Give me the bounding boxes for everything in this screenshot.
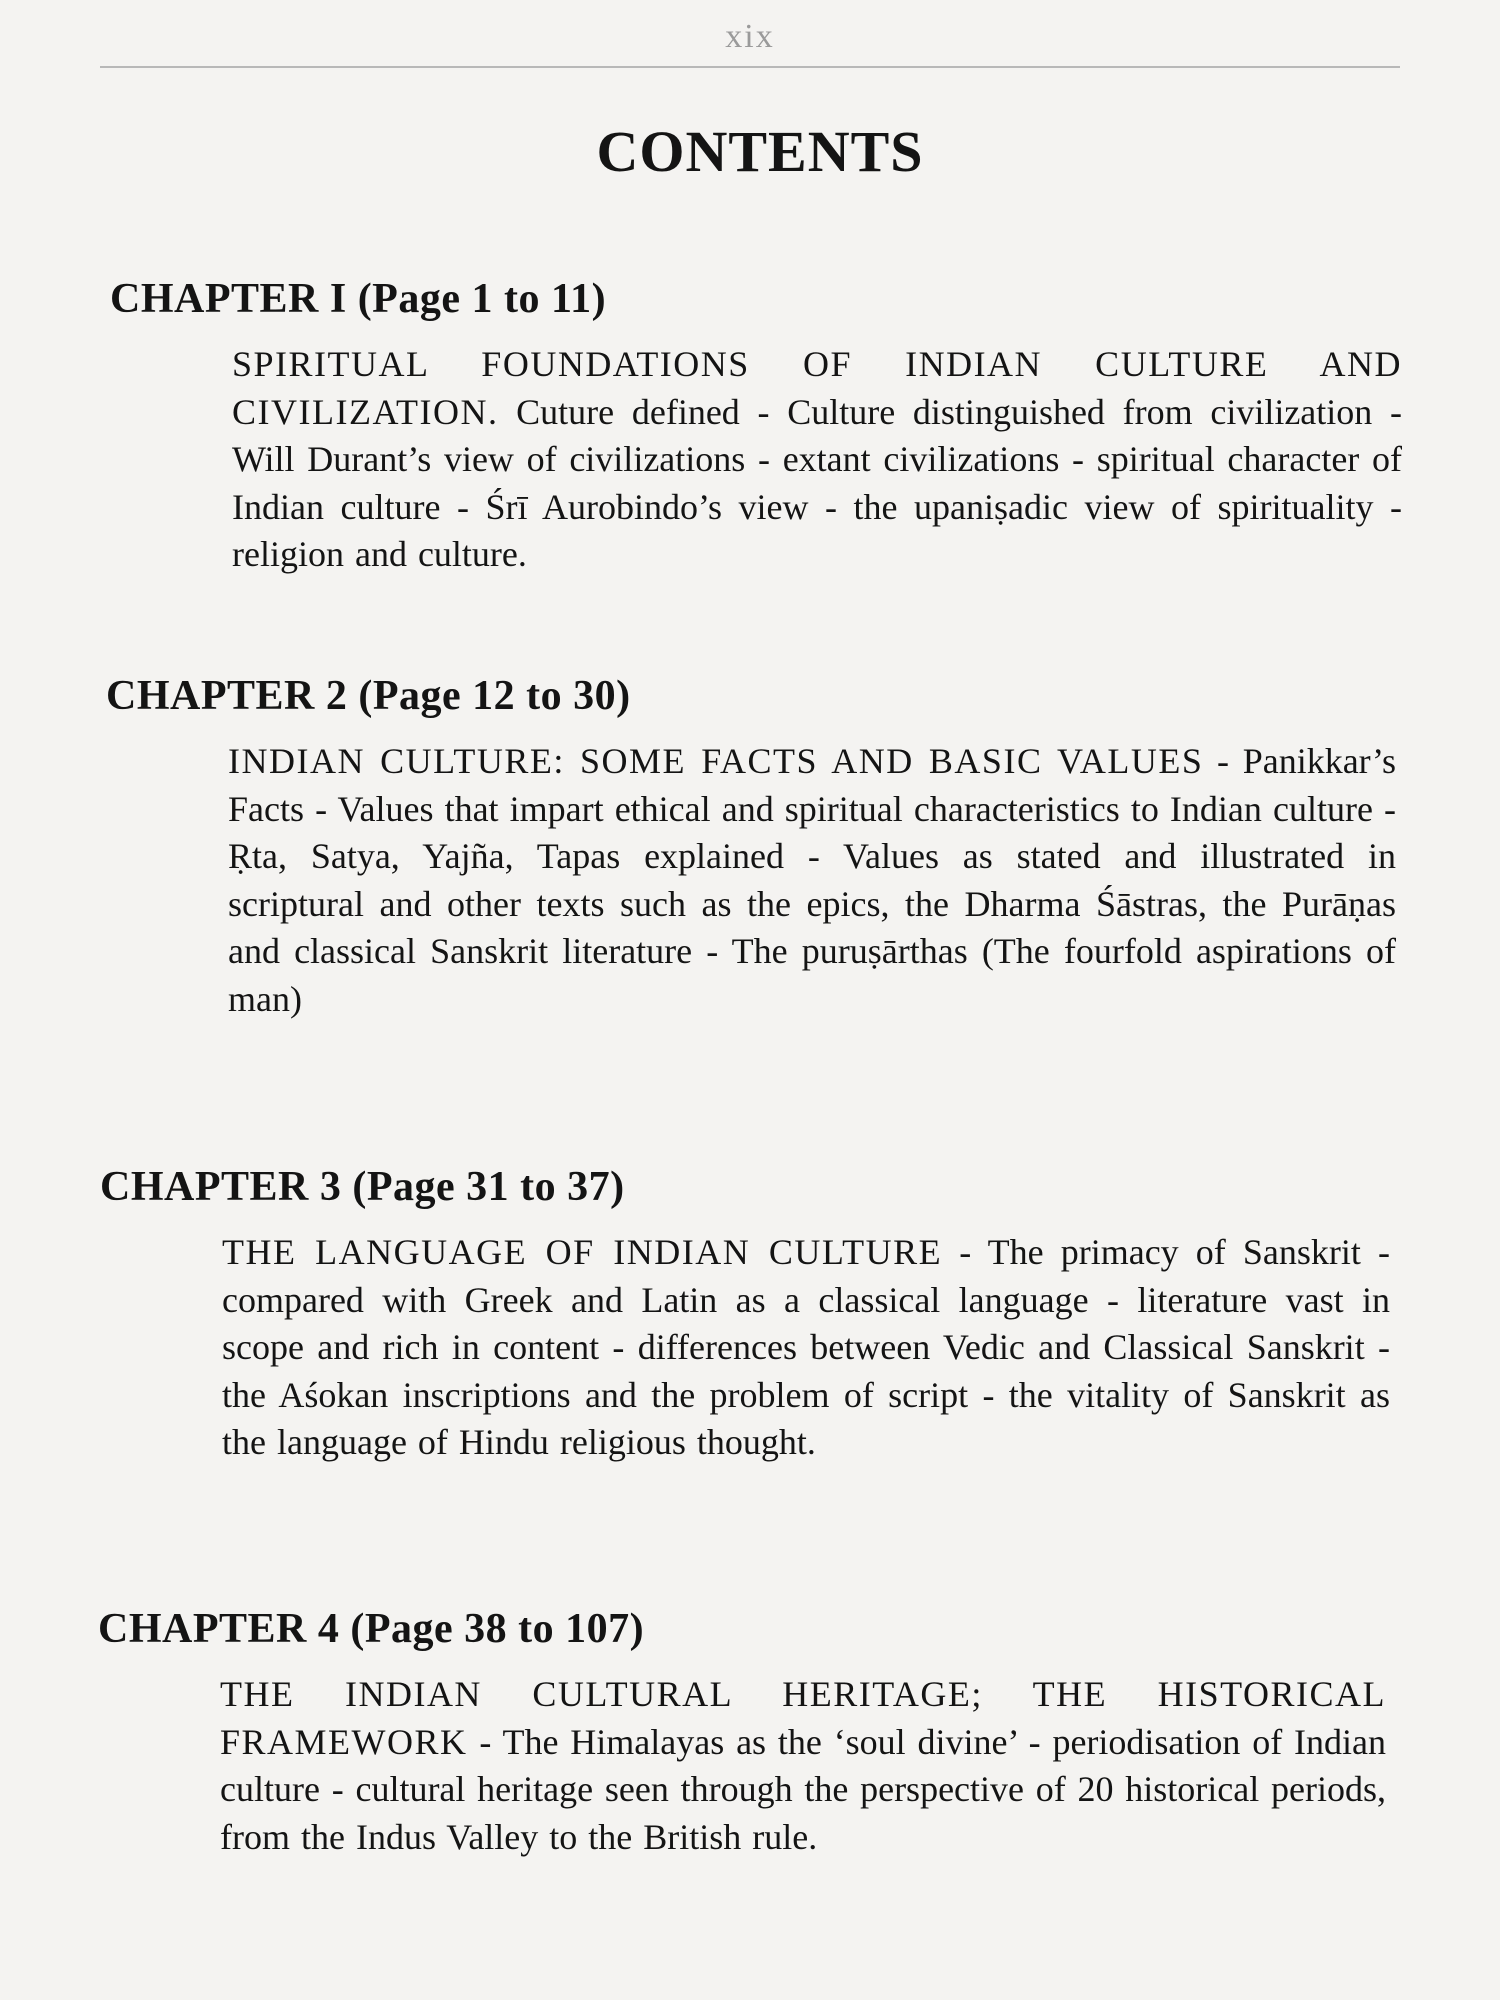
chapter-4: [98, 1605, 1386, 1861]
chapter-summary: Cuture defined - Culture distinguished from civilization - Will Durant’s view of civilizations - extant civilizations - spiritual character of Indian culture - Śrī Aurobindo’s view - the upaniṣadic view of spirituality - religion and culture.: [232, 391, 1402, 574]
chapter-summary: - The Himalayas as the ‘soul divine’ - periodisation of Indian culture - cultural heritage seen through the perspective of 20 historical periods, from the Indus Valley to the British rule.: [220, 1721, 1387, 1857]
page-title: CONTENTS: [596, 119, 924, 184]
chapter-heading: CHAPTER I (Page 1 to 11): [110, 276, 607, 322]
chapter-title: SPIRITUAL FOUNDATIONS OF INDIAN CULTURE AND CIVILIZATION.: [232, 344, 1402, 432]
chapter-summary: - Panikkar’s Facts - Values that impart ethical and spiritual characteristics to Indian culture - Ṛta, Satya, Yajña, Tapas explained - Values as stated and illustrated in scriptural and other texts such as the epics, the Dharma Śāstras, the Purāṇas and classical Sanskrit literature - The puruṣārthas (The fourfold aspirations of man): [228, 741, 1397, 1019]
chapter-2: [106, 672, 1396, 1023]
chapter-summary: - The primacy of Sanskrit - compared with Greek and Latin as a classical language - literature vast in scope and rich in content - differences between Vedic and Classical Sanskrit - the Aśokan inscriptions and the problem of script - the vitality of Sanskrit as the language of Hindu religious thought.: [222, 1232, 1391, 1462]
chapter-description: [222, 1229, 1390, 1467]
chapter-description: [232, 341, 1402, 579]
chapter-title: INDIAN CULTURE: SOME FACTS AND BASIC VALUES: [228, 741, 1204, 781]
header-rule: [100, 66, 1400, 68]
chapter-heading: CHAPTER 3 (Page 31 to 37): [100, 1164, 625, 1210]
chapter-3: [100, 1163, 1390, 1467]
chapter-title: THE INDIAN CULTURAL HERITAGE; THE HISTORICAL FRAMEWORK: [220, 1674, 1386, 1762]
chapter-heading: CHAPTER 2 (Page 12 to 30): [106, 673, 631, 719]
chapter-1: [110, 275, 1402, 579]
chapter-title: THE LANGUAGE OF INDIAN CULTURE: [222, 1232, 943, 1272]
chapter-heading: CHAPTER 4 (Page 38 to 107): [98, 1606, 645, 1652]
chapter-description: [220, 1671, 1386, 1861]
chapter-description: [228, 738, 1396, 1023]
page-number: xix: [725, 18, 775, 55]
